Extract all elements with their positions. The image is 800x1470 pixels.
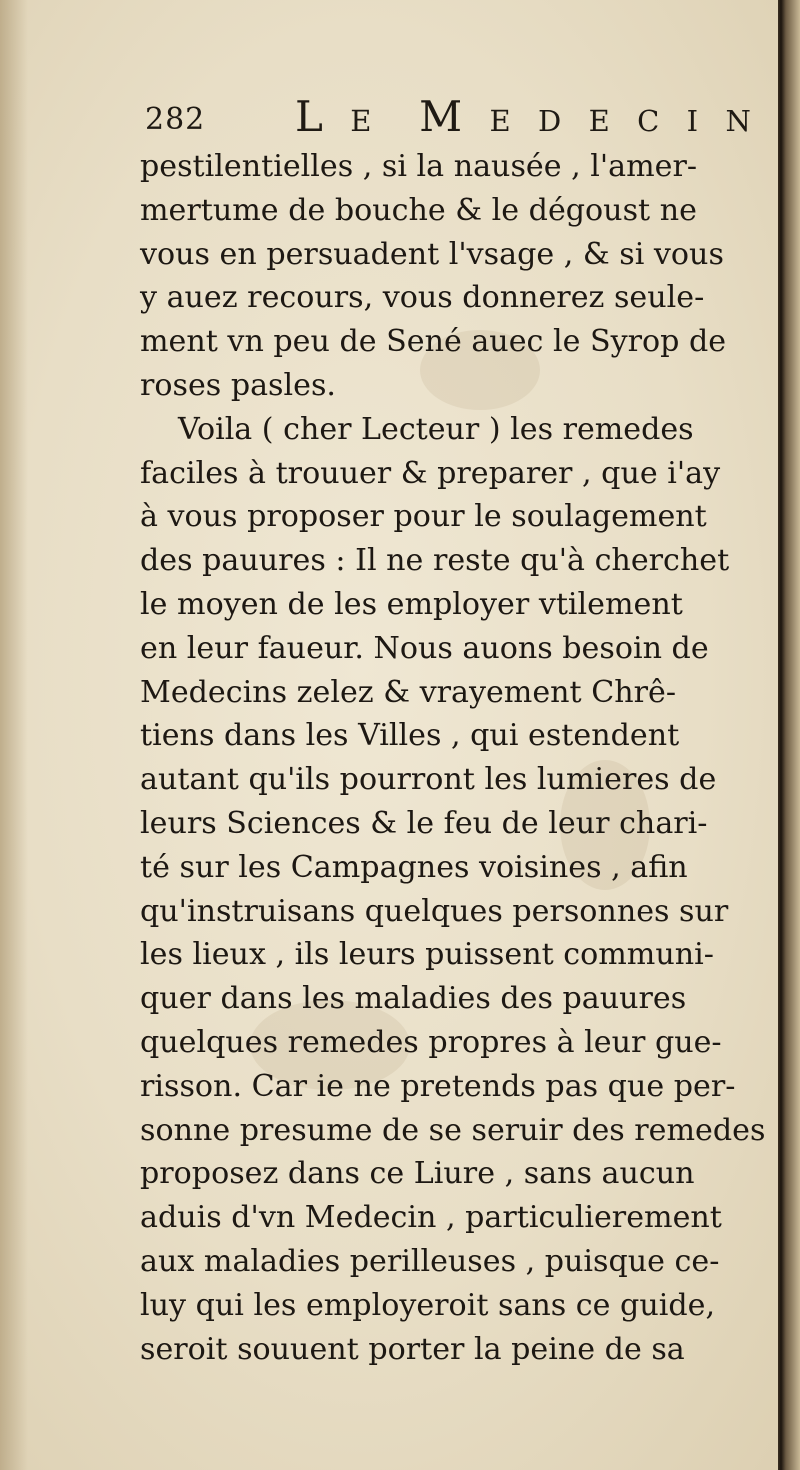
- text-line: luy qui les employeroit sans ce guide,: [140, 1287, 716, 1323]
- text-line: Voila ( cher Lecteur ) les remedes: [178, 411, 694, 447]
- text-line: y auez recours, vous donnerez seule-: [140, 280, 705, 316]
- body-text: [140, 145, 780, 1371]
- text-line: quelques remedes propres à leur gue-: [140, 1024, 722, 1060]
- text-line: seroit souuent porter la peine de sa: [140, 1331, 685, 1367]
- text-line: le moyen de les employer vtilement: [140, 586, 683, 622]
- text-line: en leur faueur. Nous auons besoin de: [140, 630, 709, 666]
- page-header: [145, 92, 765, 142]
- text-line: Medecins zelez & vrayement Chrê-: [140, 674, 677, 710]
- text-line: roses pasles.: [140, 367, 336, 403]
- text-line: faciles à trouuer & preparer , que i'ay: [140, 455, 721, 491]
- text-line: quer dans les maladies des pauures: [140, 981, 687, 1017]
- text-line: leurs Sciences & le feu de leur chari-: [140, 805, 708, 841]
- text-line: ment vn peu de Sené auec le Syrop de: [140, 324, 727, 360]
- book-binding-gutter: [778, 0, 800, 1470]
- text-line: mertume de bouche & le dégoust ne: [140, 192, 697, 228]
- page-edge-shadow: [0, 0, 28, 1470]
- text-line: proposez dans ce Liure , sans aucun: [140, 1156, 695, 1192]
- text-line: vous en persuadent l'vsage , & si vous: [140, 236, 724, 272]
- text-line: des pauures : Il ne reste qu'à cherchet: [140, 543, 730, 579]
- text-line: té sur les Campagnes voisines , afin: [140, 849, 688, 885]
- text-line: qu'instruisans quelques personnes sur: [140, 893, 729, 929]
- text-line: aux maladies perilleuses , puisque ce-: [140, 1243, 720, 1279]
- running-title: L e M e d e c i n: [295, 92, 758, 141]
- text-line: à vous proposer pour le soulagement: [140, 499, 707, 535]
- text-line: les lieux , ils leurs puissent communi-: [140, 937, 714, 973]
- text-line: tiens dans les Villes , qui estendent: [140, 718, 680, 754]
- text-line: pestilentielles , si la nausée , l'amer-: [140, 149, 698, 184]
- page-number: 282: [145, 102, 206, 137]
- text-line: risson. Car ie ne pretends pas que per-: [140, 1068, 736, 1104]
- text-line: sonne presume de se seruir des remedes: [140, 1112, 766, 1148]
- text-line: autant qu'ils pourront les lumieres de: [140, 762, 717, 798]
- text-line: aduis d'vn Medecin , particulierement: [140, 1200, 722, 1236]
